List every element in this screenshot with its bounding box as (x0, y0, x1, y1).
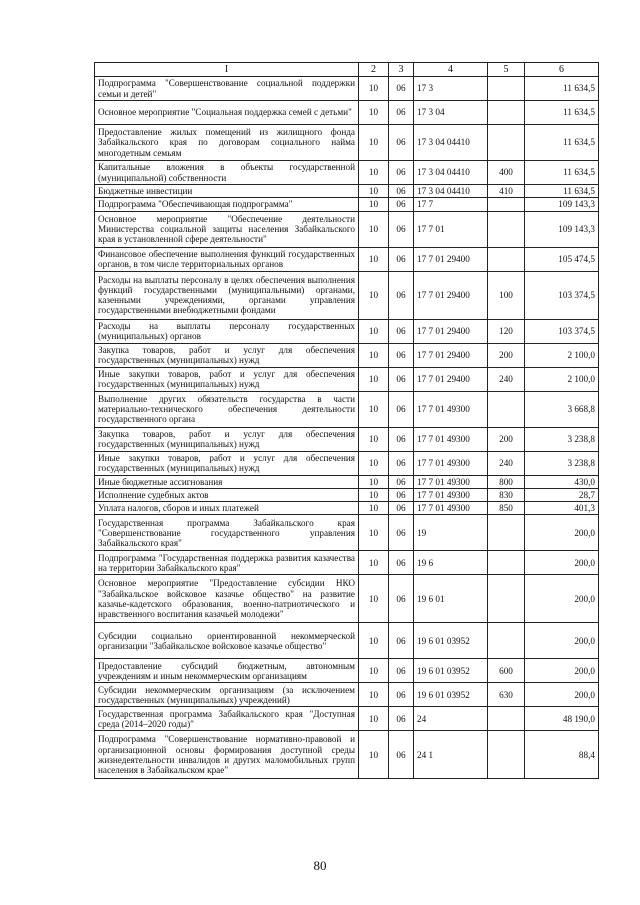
header-col-2: 2 (359, 63, 389, 77)
subsection-code-cell: 06 (389, 575, 414, 623)
section-code-cell: 10 (359, 77, 389, 101)
row-label-cell: Расходы на выплаты персоналу в целях обеспечения выполнения функций государственными (муниципальными) органами, казенными учреждениями, органами управления государственными внебюджетными фондами (95, 271, 359, 319)
subsection-code-cell: 06 (389, 211, 414, 247)
section-code-cell: 10 (359, 247, 389, 271)
table-row (95, 185, 599, 198)
table-row (95, 731, 599, 779)
row-label-cell: Государственная программа Забайкальского края "Доступная среда (2014–2020 годы)" (95, 707, 359, 731)
table-row (95, 488, 599, 501)
target-article-cell: 17 7 01 49300 (414, 475, 488, 488)
amount-cell: 48 190,0 (525, 707, 599, 731)
subsection-code-cell: 06 (389, 77, 414, 101)
table-row (95, 683, 599, 707)
amount-cell: 109 143,3 (525, 198, 599, 211)
row-label-cell: Подпрограмма "Обеспечивающая подпрограмма" (95, 198, 359, 211)
section-code-cell: 10 (359, 125, 389, 161)
target-article-cell: 17 3 04 04410 (414, 161, 488, 185)
section-code-cell: 10 (359, 211, 389, 247)
amount-cell: 200,0 (525, 551, 599, 575)
row-label-cell: Подпрограмма "Совершенствование нормативно-правовой и организационной основы формирования доступной среды жизнедеятельности инвалидов и других маломобильных групп населения в Забайкальском крае" (95, 731, 359, 779)
table-row (95, 198, 599, 211)
budget-table (94, 62, 599, 779)
amount-cell: 2 100,0 (525, 343, 599, 367)
target-article-cell: 24 (414, 707, 488, 731)
expense-type-cell (488, 198, 525, 211)
subsection-code-cell: 06 (389, 271, 414, 319)
expense-type-cell (488, 575, 525, 623)
table-row (95, 77, 599, 101)
amount-cell: 200,0 (525, 683, 599, 707)
row-label-cell: Расходы на выплаты персоналу государственных (муниципальных) органов (95, 319, 359, 343)
expense-type-cell (488, 247, 525, 271)
row-label-cell: Выполнение других обязательств государства в части материально-технического обеспечения деятельности государственного органа (95, 391, 359, 427)
header-col-1: I (95, 63, 359, 77)
subsection-code-cell: 06 (389, 427, 414, 451)
amount-cell: 3 668,8 (525, 391, 599, 427)
section-code-cell: 10 (359, 683, 389, 707)
row-label-cell: Предоставление субсидий бюджетным, автономным учреждениям и иным некоммерческим организациям (95, 659, 359, 683)
subsection-code-cell: 06 (389, 515, 414, 551)
section-code-cell: 10 (359, 475, 389, 488)
amount-cell: 200,0 (525, 515, 599, 551)
target-article-cell: 17 3 (414, 77, 488, 101)
amount-cell: 11 634,5 (525, 125, 599, 161)
table-row (95, 427, 599, 451)
amount-cell: 3 238,8 (525, 451, 599, 475)
amount-cell: 88,4 (525, 731, 599, 779)
expense-type-cell: 240 (488, 367, 525, 391)
target-article-cell: 17 7 01 49300 (414, 391, 488, 427)
target-article-cell: 19 6 01 (414, 575, 488, 623)
expense-type-cell: 850 (488, 502, 525, 515)
table-row (95, 707, 599, 731)
target-article-cell: 17 7 01 29400 (414, 247, 488, 271)
section-code-cell: 10 (359, 575, 389, 623)
table-row (95, 343, 599, 367)
subsection-code-cell: 06 (389, 731, 414, 779)
subsection-code-cell: 06 (389, 125, 414, 161)
target-article-cell: 24 1 (414, 731, 488, 779)
header-col-5: 5 (488, 63, 525, 77)
target-article-cell: 17 3 04 04410 (414, 185, 488, 198)
expense-type-cell: 240 (488, 451, 525, 475)
subsection-code-cell: 06 (389, 451, 414, 475)
expense-type-cell (488, 101, 525, 125)
amount-cell: 200,0 (525, 659, 599, 683)
section-code-cell: 10 (359, 427, 389, 451)
subsection-code-cell: 06 (389, 319, 414, 343)
row-label-cell: Исполнение судебных актов (95, 488, 359, 501)
target-article-cell: 17 7 01 49300 (414, 502, 488, 515)
subsection-code-cell: 06 (389, 502, 414, 515)
subsection-code-cell: 06 (389, 343, 414, 367)
target-article-cell: 17 7 01 29400 (414, 343, 488, 367)
row-label-cell: Основное мероприятие "Предоставление субсидии НКО "Забайкальское войсковое казачье общество" на развитие казачье-кадетского образования, военно-патриотического и нравственного воспитания казачьей молодежи" (95, 575, 359, 623)
amount-cell: 2 100,0 (525, 367, 599, 391)
section-code-cell: 10 (359, 161, 389, 185)
table-row (95, 623, 599, 659)
expense-type-cell: 410 (488, 185, 525, 198)
section-code-cell: 10 (359, 271, 389, 319)
amount-cell: 200,0 (525, 575, 599, 623)
section-code-cell: 10 (359, 502, 389, 515)
subsection-code-cell: 06 (389, 247, 414, 271)
table-row (95, 101, 599, 125)
section-code-cell: 10 (359, 623, 389, 659)
table-row (95, 319, 599, 343)
expense-type-cell (488, 391, 525, 427)
section-code-cell: 10 (359, 101, 389, 125)
expense-type-cell (488, 125, 525, 161)
expense-type-cell: 400 (488, 161, 525, 185)
amount-cell: 11 634,5 (525, 101, 599, 125)
expense-type-cell (488, 731, 525, 779)
amount-cell: 200,0 (525, 623, 599, 659)
expense-type-cell (488, 707, 525, 731)
amount-cell: 430,0 (525, 475, 599, 488)
expense-type-cell (488, 211, 525, 247)
section-code-cell: 10 (359, 488, 389, 501)
row-label-cell: Субсидии некоммерческим организациям (за исключением государственных (муниципальных) учреждений) (95, 683, 359, 707)
table-row (95, 659, 599, 683)
table-row (95, 391, 599, 427)
target-article-cell: 19 (414, 515, 488, 551)
section-code-cell: 10 (359, 707, 389, 731)
target-article-cell: 17 3 04 04410 (414, 125, 488, 161)
expense-type-cell: 830 (488, 488, 525, 501)
expense-type-cell: 800 (488, 475, 525, 488)
row-label-cell: Подпрограмма "Государственная поддержка развития казачества на территории Забайкальского края" (95, 551, 359, 575)
subsection-code-cell: 06 (389, 185, 414, 198)
section-code-cell: 10 (359, 185, 389, 198)
table-row (95, 125, 599, 161)
table-header-row (95, 63, 599, 77)
expense-type-cell: 100 (488, 271, 525, 319)
section-code-cell: 10 (359, 515, 389, 551)
subsection-code-cell: 06 (389, 623, 414, 659)
expense-type-cell (488, 551, 525, 575)
subsection-code-cell: 06 (389, 475, 414, 488)
table-row (95, 575, 599, 623)
page-number: 80 (313, 858, 327, 873)
target-article-cell: 17 3 04 (414, 101, 488, 125)
section-code-cell: 10 (359, 391, 389, 427)
expense-type-cell: 600 (488, 659, 525, 683)
amount-cell: 401,3 (525, 502, 599, 515)
table-row (95, 515, 599, 551)
target-article-cell: 17 7 01 49300 (414, 451, 488, 475)
row-label-cell: Предоставление жилых помещений из жилищного фонда Забайкальского края по договорам социального найма многодетным семьям (95, 125, 359, 161)
table-row (95, 451, 599, 475)
subsection-code-cell: 06 (389, 488, 414, 501)
header-col-6: 6 (525, 63, 599, 77)
row-label-cell: Иные закупки товаров, работ и услуг для обеспечения государственных (муниципальных) нужд (95, 367, 359, 391)
section-code-cell: 10 (359, 343, 389, 367)
target-article-cell: 17 7 01 29400 (414, 367, 488, 391)
section-code-cell: 10 (359, 659, 389, 683)
target-article-cell: 17 7 (414, 198, 488, 211)
table-row (95, 551, 599, 575)
expense-type-cell (488, 623, 525, 659)
section-code-cell: 10 (359, 367, 389, 391)
table-row (95, 271, 599, 319)
target-article-cell: 19 6 01 03952 (414, 659, 488, 683)
table-row (95, 367, 599, 391)
header-col-4: 4 (414, 63, 488, 77)
table-row (95, 211, 599, 247)
subsection-code-cell: 06 (389, 391, 414, 427)
row-label-cell: Иные закупки товаров, работ и услуг для обеспечения государственных (муниципальных) нужд (95, 451, 359, 475)
expense-type-cell: 630 (488, 683, 525, 707)
subsection-code-cell: 06 (389, 659, 414, 683)
target-article-cell: 17 7 01 (414, 211, 488, 247)
table-row (95, 247, 599, 271)
row-label-cell: Закупка товаров, работ и услуг для обеспечения государственных (муниципальных) нужд (95, 343, 359, 367)
amount-cell: 109 143,3 (525, 211, 599, 247)
target-article-cell: 17 7 01 49300 (414, 488, 488, 501)
amount-cell: 105 474,5 (525, 247, 599, 271)
amount-cell: 11 634,5 (525, 161, 599, 185)
amount-cell: 103 374,5 (525, 271, 599, 319)
expense-type-cell (488, 515, 525, 551)
target-article-cell: 19 6 01 03952 (414, 623, 488, 659)
target-article-cell: 19 6 01 03952 (414, 683, 488, 707)
subsection-code-cell: 06 (389, 101, 414, 125)
expense-type-cell: 120 (488, 319, 525, 343)
section-code-cell: 10 (359, 319, 389, 343)
header-col-3: 3 (389, 63, 414, 77)
row-label-cell: Иные бюджетные ассигнования (95, 475, 359, 488)
row-label-cell: Государственная программа Забайкальского края "Совершенствование государственного управления Забайкальского края" (95, 515, 359, 551)
row-label-cell: Подпрограмма "Совершенствование социальной поддержки семьи и детей" (95, 77, 359, 101)
subsection-code-cell: 06 (389, 683, 414, 707)
row-label-cell: Закупка товаров, работ и услуг для обеспечения государственных (муниципальных) нужд (95, 427, 359, 451)
amount-cell: 103 374,5 (525, 319, 599, 343)
section-code-cell: 10 (359, 451, 389, 475)
row-label-cell: Финансовое обеспечение выполнения функций государственных органов, в том числе территориальных органов (95, 247, 359, 271)
amount-cell: 11 634,5 (525, 77, 599, 101)
section-code-cell: 10 (359, 198, 389, 211)
table-row (95, 502, 599, 515)
row-label-cell: Основное мероприятие "Социальная поддержка семей с детьми" (95, 101, 359, 125)
target-article-cell: 19 6 (414, 551, 488, 575)
table-row (95, 161, 599, 185)
expense-type-cell: 200 (488, 427, 525, 451)
table-row (95, 475, 599, 488)
subsection-code-cell: 06 (389, 707, 414, 731)
expense-type-cell: 200 (488, 343, 525, 367)
table-body (95, 77, 599, 779)
expense-type-cell (488, 77, 525, 101)
target-article-cell: 17 7 01 49300 (414, 427, 488, 451)
subsection-code-cell: 06 (389, 198, 414, 211)
target-article-cell: 17 7 01 29400 (414, 271, 488, 319)
amount-cell: 28,7 (525, 488, 599, 501)
section-code-cell: 10 (359, 731, 389, 779)
row-label-cell: Капитальные вложения в объекты государственной (муниципальной) собственности (95, 161, 359, 185)
section-code-cell: 10 (359, 551, 389, 575)
amount-cell: 3 238,8 (525, 427, 599, 451)
row-label-cell: Уплата налогов, сборов и иных платежей (95, 502, 359, 515)
row-label-cell: Субсидии социально ориентированной некоммерческой организации "Забайкальское войсковое казачье общество" (95, 623, 359, 659)
amount-cell: 11 634,5 (525, 185, 599, 198)
subsection-code-cell: 06 (389, 161, 414, 185)
target-article-cell: 17 7 01 29400 (414, 319, 488, 343)
subsection-code-cell: 06 (389, 551, 414, 575)
subsection-code-cell: 06 (389, 367, 414, 391)
row-label-cell: Основное мероприятие "Обеспечение деятельности Министерства социальной защиты населения Забайкальского края в установленной сфере деятельности" (95, 211, 359, 247)
row-label-cell: Бюджетные инвестиции (95, 185, 359, 198)
